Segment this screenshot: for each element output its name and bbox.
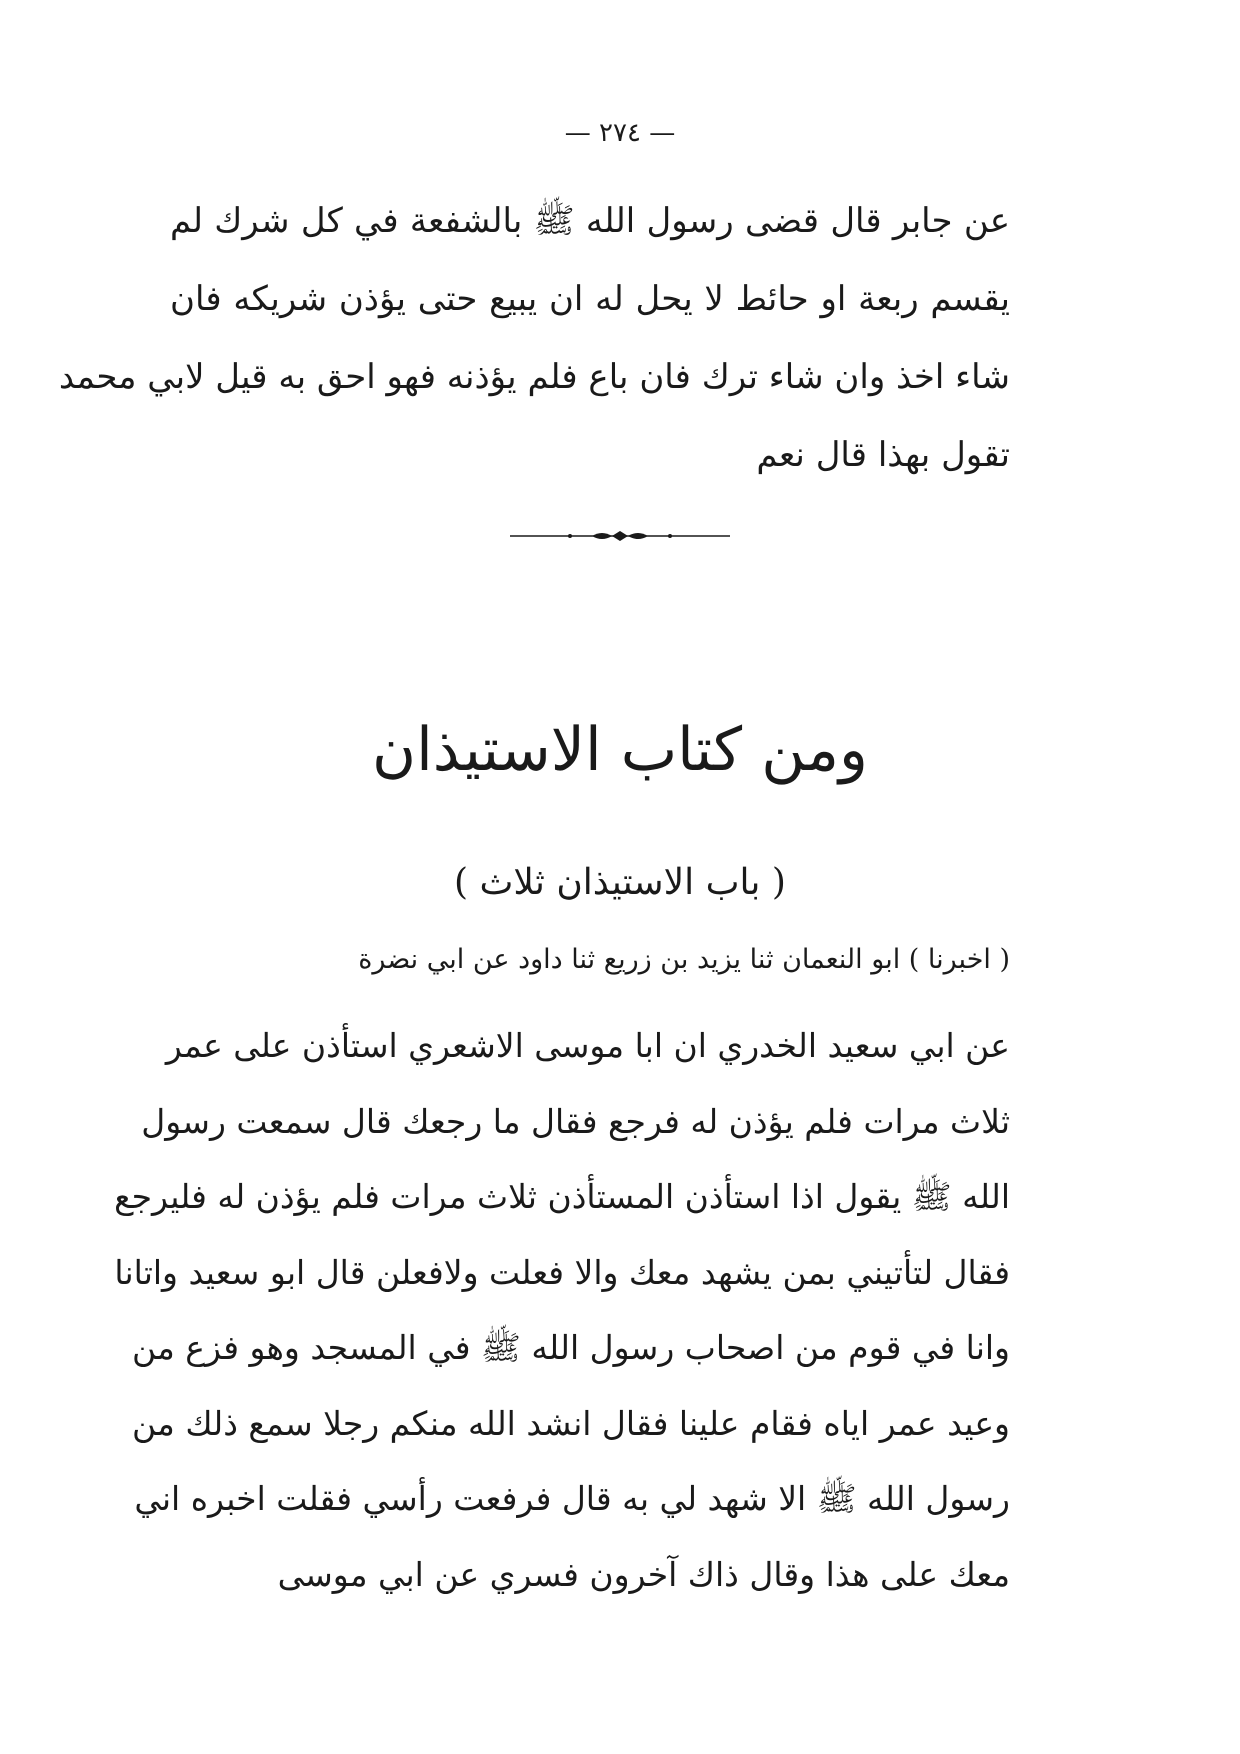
main-paragraph-line: رسول الله ﷺ الا شهد لي به قال فرفعت رأسي فقلت اخبره اني	[134, 1479, 1010, 1518]
top-paragraph-line: عن جابر قال قضى رسول الله ﷺ بالشفعة في كل شرك لم	[170, 201, 1010, 241]
main-paragraph-line: وانا في قوم من اصحاب رسول الله ﷺ في المسجد وهو فزع من	[132, 1328, 1010, 1367]
main-paragraph-line: فقال لتأتيني بمن يشهد معك والا فعلت ولافعلن قال ابو سعيد واتانا	[114, 1252, 1010, 1292]
main-paragraph	[114, 1008, 1010, 1612]
chapter-subtitle: ( باب الاستيذان ثلاث )	[454, 862, 786, 903]
main-paragraph-line: ثلاث مرات فلم يؤذن له فرجع فقال ما رجعك قال سمعت رسول	[141, 1101, 1010, 1141]
page-number: — ٢٧٤ —	[564, 118, 676, 148]
main-paragraph-line: وعيد عمر اياه فقام علينا فقال انشد الله منكم رجلا سمع ذلك من	[132, 1403, 1010, 1443]
main-paragraph-line: عن ابي سعيد الخدري ان ابا موسى الاشعري استأذن على عمر	[165, 1026, 1010, 1065]
top-paragraph	[58, 182, 1010, 494]
chapter-title: ومن كتاب الاستيذان	[372, 715, 868, 785]
ornamental-divider	[510, 528, 730, 544]
top-paragraph-line: يقسم ربعة او حائط لا يحل له ان يبيع حتى يؤذن شريكه فان	[170, 279, 1010, 319]
divider-ornament-icon	[510, 528, 730, 544]
top-paragraph-line: شاء اخذ وان شاء ترك فان باع فلم يؤذنه فهو احق به قيل لابي محمد	[58, 357, 1010, 397]
main-paragraph-line: معك على هذا وقال ذاك آخرون فسري عن ابي موسى	[277, 1554, 1010, 1594]
isnad-line: ( اخبرنا ) ابو النعمان ثنا يزيد بن زريع ثنا داود عن ابي نضرة	[358, 944, 1010, 975]
main-paragraph-line: الله ﷺ يقول اذا استأذن المستأذن ثلاث مرات فلم يؤذن له فليرجع	[114, 1177, 1010, 1216]
top-paragraph-line: تقول بهذا قال نعم	[756, 435, 1010, 475]
